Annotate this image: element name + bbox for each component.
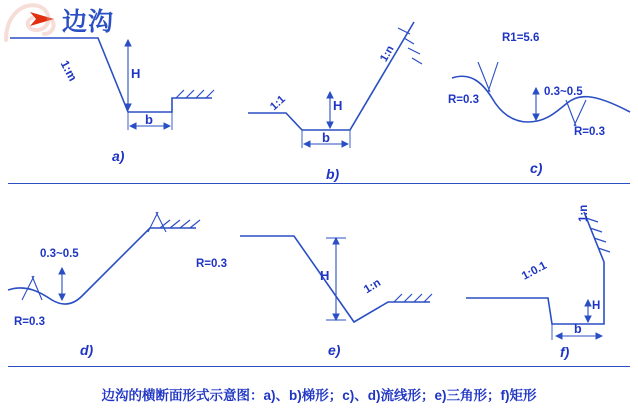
figure-f-height-label: H [592, 300, 601, 312]
figure-f-bottom-width-label: b [574, 322, 582, 336]
figure-d-depth-label: 0.3~0.5 [40, 248, 79, 260]
figure-c-radius-label-top: R1=5.6 [502, 32, 540, 44]
figure-d-caption: d) [80, 342, 94, 358]
figure-a-height-label: H [131, 66, 141, 81]
figure-a-bottom-width-label: b [145, 112, 153, 127]
figure-c-caption: c) [530, 160, 543, 176]
figure-b-caption: b) [326, 166, 340, 182]
figure-f-caption: f) [560, 344, 570, 360]
figure-e-slope-label: 1:n [362, 276, 383, 297]
figure-c-radius-label-right: R=0.3 [574, 126, 606, 138]
figure-a-slope-label: 1:m [57, 58, 81, 84]
figure-f-slope-label-left: 1:0.1 [520, 259, 549, 283]
figure-b-slope-label-left: 1:1 [268, 93, 288, 113]
figure-b-height-label: H [333, 98, 343, 113]
figure-c-radius-label-left: R=0.3 [448, 94, 480, 106]
figure-d-outline [8, 212, 200, 304]
figure-a-outline [10, 38, 214, 130]
figure-e-height-label: H [320, 268, 330, 283]
figure-caption: 边沟的横断面形式示意图：a)、b)梯形；c)、d)流线形；e)三角形；f)矩形 [101, 388, 537, 403]
figure-f-slope-label-right: 1:n [578, 204, 590, 222]
figure-d-radius-label-right: R=0.3 [196, 258, 228, 270]
figure-e-caption: e) [328, 342, 341, 358]
figure-a-caption: a) [112, 148, 125, 164]
page-title: 边沟 [62, 8, 115, 36]
figure-d-radius-label-left: R=0.3 [14, 316, 46, 328]
figure-c-depth-label: 0.3~0.5 [544, 86, 583, 98]
figure-b-bottom-width-label: b [322, 130, 330, 145]
figure-b-outline [248, 22, 422, 148]
figure-e-outline [240, 236, 432, 322]
figure-b-slope-label-right: 1:n [378, 43, 397, 64]
